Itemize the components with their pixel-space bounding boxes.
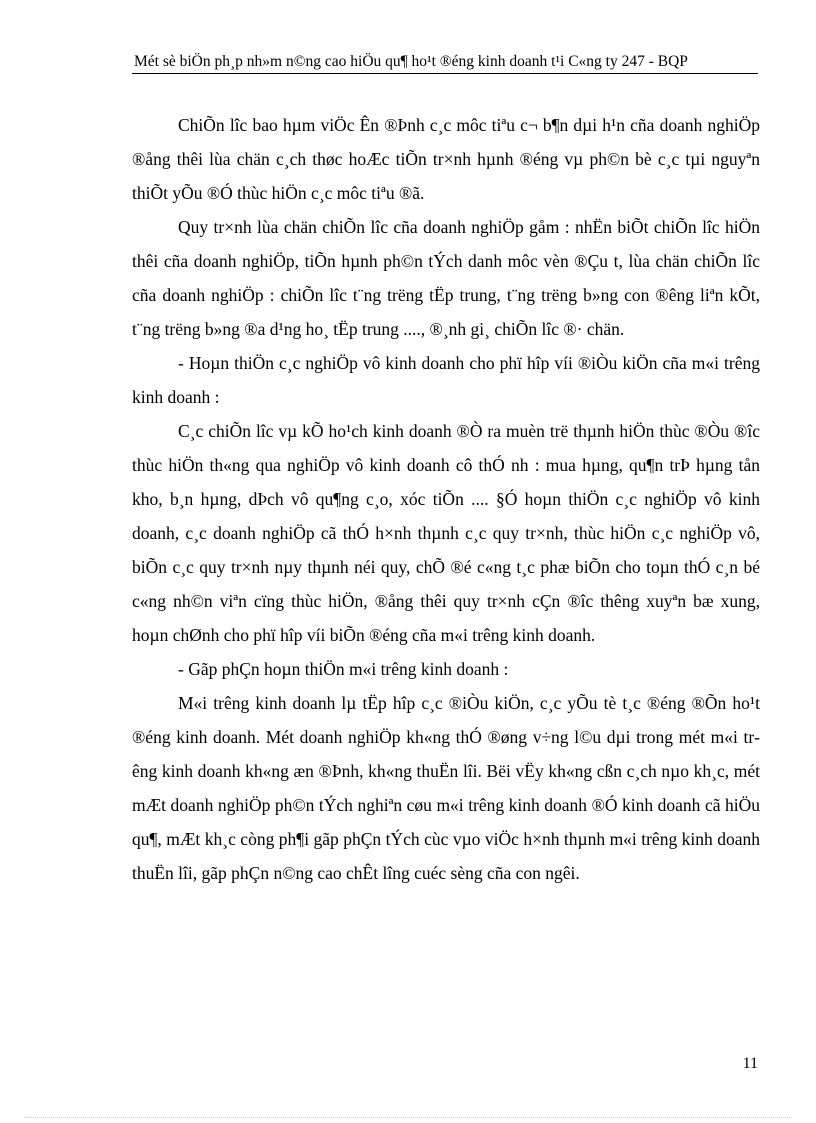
running-header: Mét sè biÖn ph¸p nh»m n©ng cao hiÖu qu¶ ho¹t ®éng kinh doanh t¹i C«ng ty 247 - BQP [134,53,688,70]
paragraph-business-operations: C¸c chiÕn lîc vµ kÕ ho¹ch kinh doanh ®Ò ra muèn trë thµnh hiÖn thùc ®Òu ®îc thùc hiÖn th«ng qua nghiÖp vô kinh doanh cô thÓ nh : mua hµng, qu¶n trÞ hµng tån kho, b¸n hµng, dÞch vô qu¶ng c¸o, xóc tiÕn .... §Ó hoµn thiÖn c¸c nghiÖp vô kinh doanh, c¸c doanh nghiÖp cã thÓ h×nh thµnh c¸c quy tr×nh, thùc hiÖn c¸c nghiÖp vô, biÕn c¸c quy tr×nh nµy thµnh néi quy, chÕ ®é c«ng t¸c phæ biÕn cho toµn thÓ c¸n bé c«ng nh©n viªn cïng thùc hiÖn, ®ång thêi quy tr×nh cÇn ®îc thêng xuyªn bæ xung, hoµn chØnh cho phï hîp víi biÕn ®éng cña m«i trêng kinh doanh. [132,421,760,645]
paragraph-strategy-selection-process: Quy tr×nh lùa chän chiÕn lîc cña doanh nghiÖp gåm : nhËn biÕt chiÕn lîc hiÖn thêi cña doanh nghiÖp, tiÕn hµnh ph©n tÝch danh môc vèn ®Çu t, lùa chän chiÕn lîc cña doanh nghiÖp : chiÕn lîc t¨ng trëng tËp trung, t¨ng trëng b»ng con ®êng liªn kÕt, t¨ng trëng b»ng ®a d¹ng ho¸ tËp trung ...., ®¸nh gi¸ chiÕn lîc ®· chän. [132,217,760,339]
body-text [132,108,760,890]
paragraph-business-environment: M«i trêng kinh doanh lµ tËp hîp c¸c ®iÒu kiÖn, c¸c yÕu tè t¸c ®éng ®Õn ho¹t ®éng kinh doanh. Mét doanh nghiÖp kh«ng thÓ ®øng v÷ng l©u dµi trong mét m«i trêng kinh doanh kh«ng æn ®Þnh, kh«ng thuËn lîi. Bëi vËy kh«ng cßn c¸ch nµo kh¸c, mét mÆt doanh nghiÖp ph©n tÝch nghiªn cøu m«i trêng kinh doanh ®Ó kinh doanh cã hiÖu qu¶, mÆt kh¸c còng ph¶i gãp phÇn tÝch cùc vµo viÖc h×nh thµnh m«i trêng kinh doanh thuËn lîi, gãp phÇn n©ng cao chÊt lîng cuéc sèng cña con ngêi. [132,693,760,883]
header-divider [132,73,758,74]
page-bottom-border [24,1117,792,1118]
page-number: 11 [742,1055,758,1072]
paragraph-heading-improve-operations: - Hoµn thiÖn c¸c nghiÖp vô kinh doanh cho phï hîp víi ®iÒu kiÖn cña m«i trêng kinh doanh : [132,353,760,407]
paragraph-strategy-definition: ChiÕn lîc bao hµm viÖc Ên ®Þnh c¸c môc tiªu c¬ b¶n dµi h¹n cña doanh nghiÖp ®ång thêi lùa chän c¸ch thøc hoÆc tiÕn tr×nh hµnh ®éng vµ ph©n bè c¸c tµi nguyªn thiÕt yÕu ®Ó thùc hiÖn c¸c môc tiªu ®ã. [132,115,760,203]
paragraph-heading-business-environment: - Gãp phÇn hoµn thiÖn m«i trêng kinh doanh : [178,659,509,679]
